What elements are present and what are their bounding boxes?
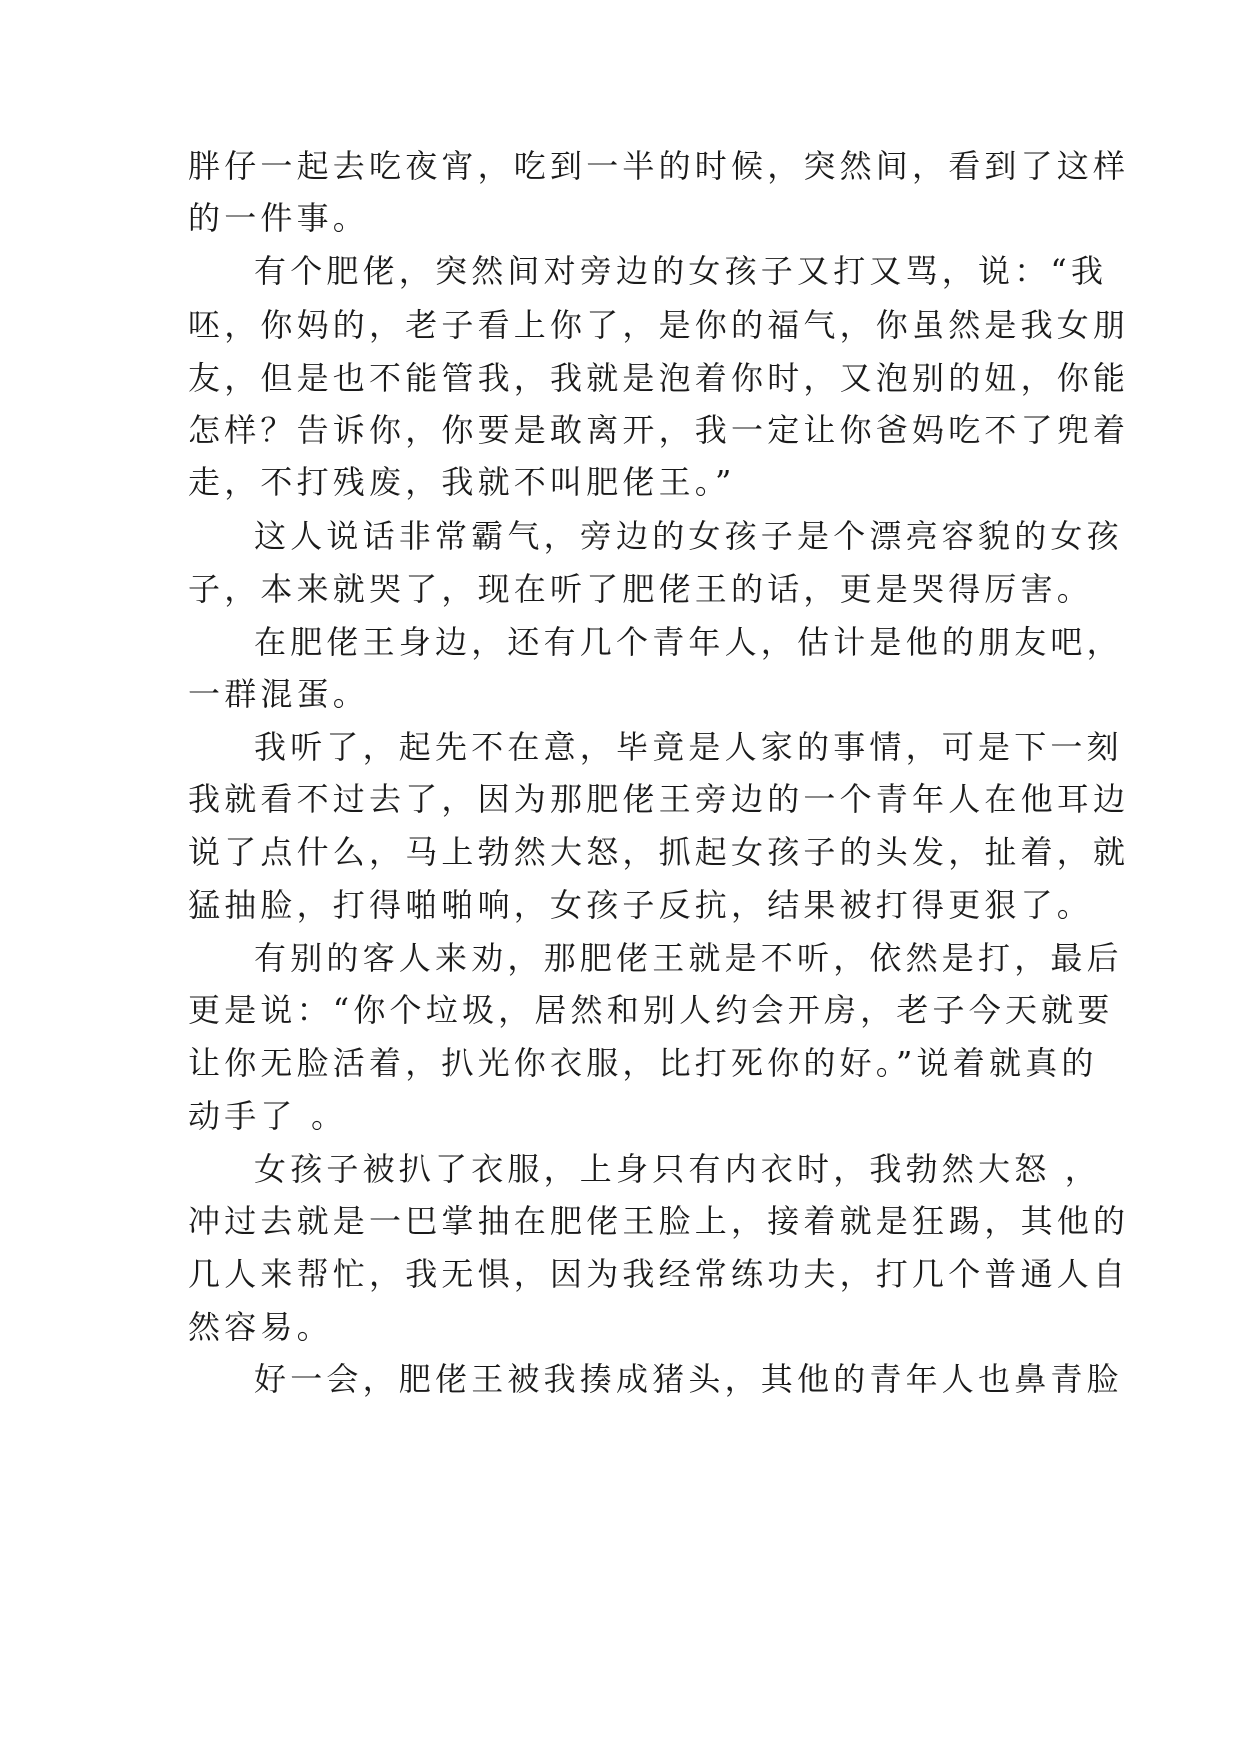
text-line: 的一件事。 — [188, 199, 370, 237]
text-line: 我就看不过去了，因为那肥佬王旁边的一个青年人在他耳边 — [188, 780, 1130, 818]
text-line: 几人来帮忙，我无惧，因为我经常练功夫，打几个普通人自 — [188, 1255, 1130, 1293]
text-line: 子，本来就哭了，现在听了肥佬王的话，更是哭得厉害。 — [188, 570, 1094, 608]
text-line: 胖仔一起去吃夜宵，吃到一半的时候，突然间，看到了这样 — [188, 147, 1130, 185]
text-line: 呸，你妈的，老子看上你了，是你的福气，你虽然是我女朋 — [188, 306, 1130, 344]
text-line: 动手了 。 — [188, 1097, 348, 1135]
paragraph-start-line: 我听了，起先不在意，毕竟是人家的事情，可是下一刻 — [254, 728, 1123, 766]
paragraph-start-line: 有别的客人来劝，那肥佬王就是不听，依然是打，最后 — [254, 939, 1123, 977]
paragraph-start-line: 这人说话非常霸气，旁边的女孩子是个漂亮容貌的女孩 — [254, 517, 1123, 555]
paragraph-start-line: 有个肥佬，突然间对旁边的女孩子又打又骂，说：“我 — [254, 252, 1108, 290]
text-line: 走，不打残废，我就不叫肥佬王。” — [188, 463, 736, 501]
text-line: 怎样？告诉你，你要是敢离开，我一定让你爸妈吃不了兜着 — [188, 411, 1130, 449]
text-line: 一群混蛋。 — [188, 675, 370, 713]
paragraph-start-line: 在肥佬王身边，还有几个青年人，估计是他的朋友吧， — [254, 623, 1123, 661]
text-line: 说了点什么，马上勃然大怒，抓起女孩子的头发，扯着，就 — [188, 833, 1130, 871]
text-line: 让你无脸活着，扒光你衣服，比打死你的好。”说着就真的 — [188, 1044, 1098, 1082]
text-line: 猛抽脸，打得啪啪响，女孩子反抗，结果被打得更狠了。 — [188, 886, 1094, 924]
text-line: 冲过去就是一巴掌抽在肥佬王脸上，接着就是狂踢，其他的 — [188, 1202, 1130, 1240]
paragraph-start-line: 好一会，肥佬王被我揍成猪头，其他的青年人也鼻青脸 — [254, 1360, 1123, 1398]
text-line: 更是说：“你个垃圾，居然和别人约会开房，老子今天就要 — [188, 991, 1114, 1029]
text-line: 友，但是也不能管我，我就是泡着你时，又泡别的妞，你能 — [188, 359, 1130, 397]
paragraph-start-line: 女孩子被扒了衣服，上身只有内衣时，我勃然大怒 ， — [254, 1150, 1101, 1188]
text-line: 然容易。 — [188, 1308, 333, 1346]
